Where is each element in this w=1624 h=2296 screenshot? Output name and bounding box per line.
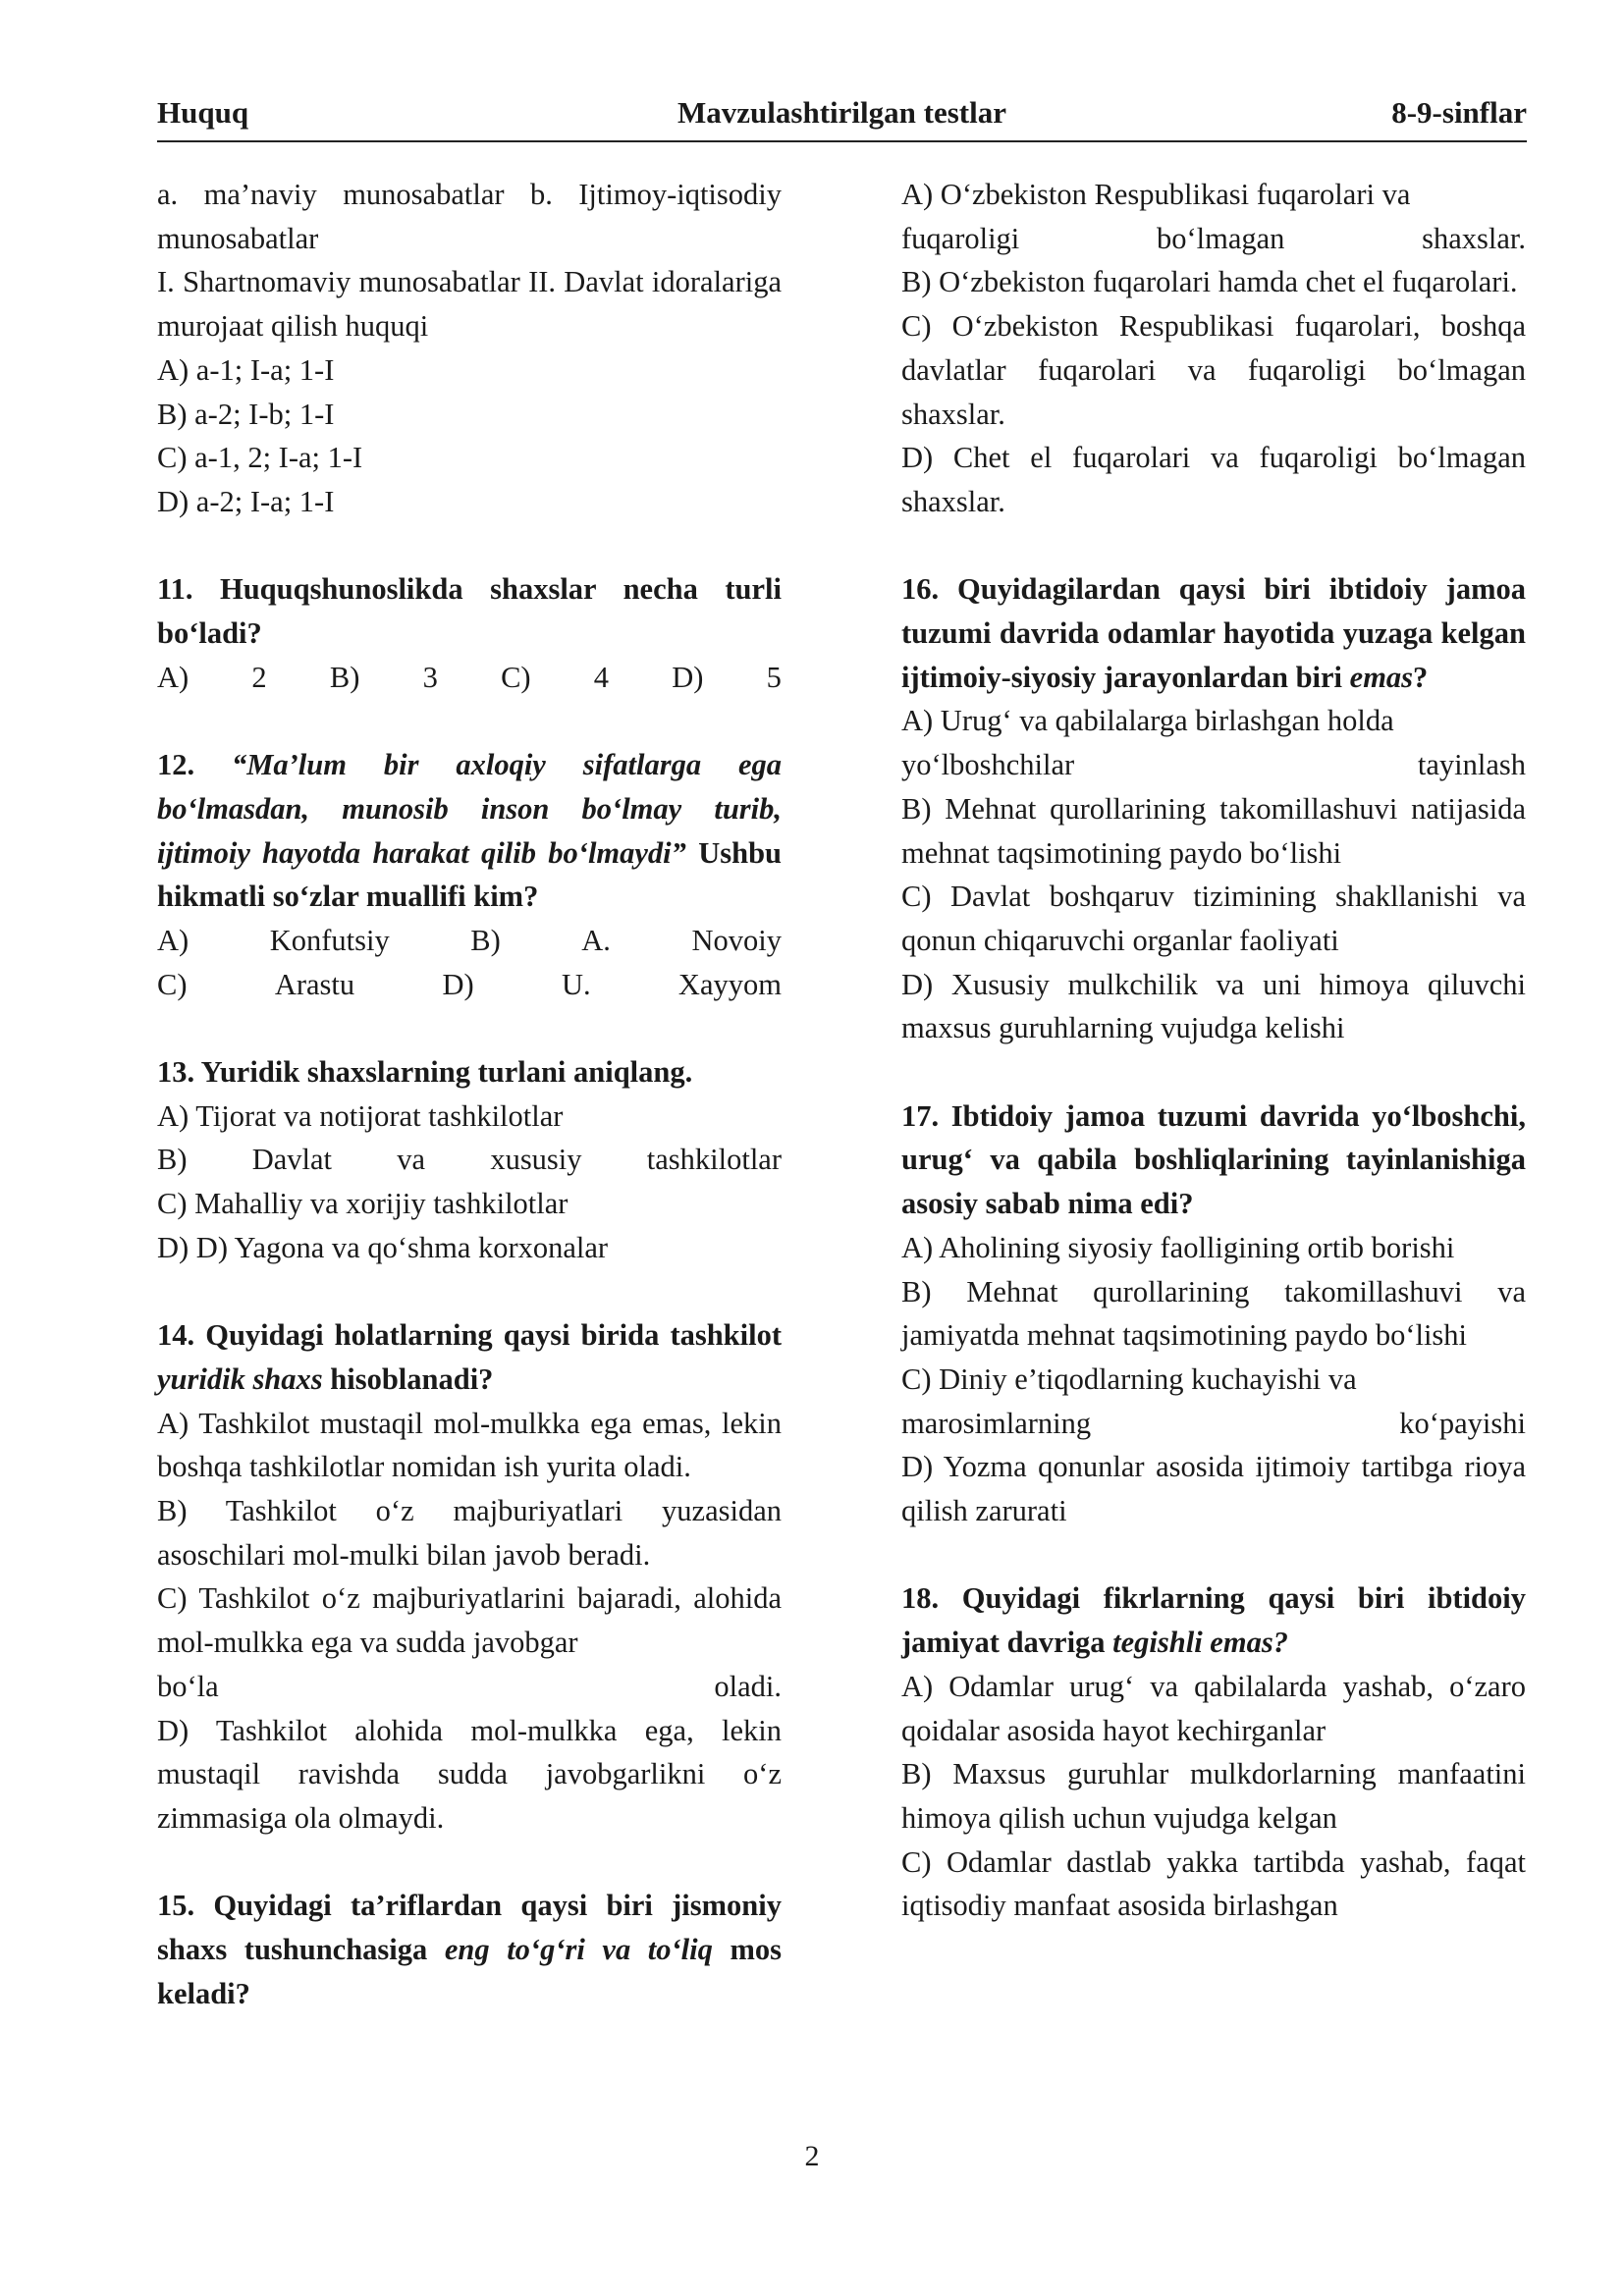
q15-q-end: mos keladi? xyxy=(157,1933,783,2010)
q11-opt-value: 5 xyxy=(766,660,782,694)
q11-opt-value: 2 xyxy=(251,660,267,694)
q16-option-a: A) Urug‘ va qabilalarga birlashgan holda xyxy=(901,704,1394,738)
header-title: Mavzulashtirilgan testlar xyxy=(677,95,1006,130)
q11-opt-value: 4 xyxy=(593,660,610,694)
q11-question: 11. Huquqshunoslikda shaxslar necha turli bo‘ladi? xyxy=(157,572,782,651)
q18-option-a: A) Odamlar urug‘ va qabilalarda yashab, o‘zaro qoidalar asosida hayot kechirganlar xyxy=(901,1669,1526,1747)
q14-c-tail-right: oladi. xyxy=(714,1669,782,1703)
q13-option-a: A) Tijorat va notijorat tashkilotlar xyxy=(157,1098,564,1133)
q11-opt-label: A) xyxy=(157,660,189,694)
q15-a-word: fuqaroligi xyxy=(901,221,1020,255)
q18-option-c: C) Odamlar dastlab yakka tartibda yashab, faqat iqtisodiy manfaat asosida birlashgan xyxy=(901,1844,1526,1923)
q12-prompt: Ushbu hikmatli so‘zlar muallifi kim? xyxy=(157,835,783,914)
q15-option-b: B) O‘zbekiston fuqarolari hamda chet el fuqarolari. xyxy=(901,265,1518,299)
left-column xyxy=(157,173,782,2015)
q16-option-a-tail xyxy=(901,743,1526,787)
q17-option-a: A) Aholining siyosiy faolligining ortib borishi xyxy=(901,1230,1455,1264)
q14-q-end: hisoblanadi? xyxy=(322,1362,494,1396)
q10-line1: a. ma’naviy munosabatlar b. Ijtimoy-iqtisodiy munosabatlar xyxy=(157,178,782,255)
q15-option-d: D) Chet el fuqarolari va fuqaroligi bo‘lmagan shaxslar. xyxy=(901,441,1526,518)
q16-option-c: C) Davlat boshqaruv tizimining shakllanishi va qonun chiqaruvchi organlar faoliyati xyxy=(901,880,1526,957)
q14-c-tail-left: bo‘la xyxy=(157,1669,219,1703)
q17-option-c-tail xyxy=(901,1402,1526,1446)
q13-b-word: tashkilotlar xyxy=(646,1143,782,1177)
q15-question xyxy=(157,1884,782,2015)
q16-question xyxy=(901,567,1526,699)
q16-q-end: ? xyxy=(1413,660,1429,694)
q11-opt-label: C) xyxy=(501,660,531,694)
q12-options-row2 xyxy=(157,963,782,1007)
q17-option-c: C) Diniy e’tiqodlarning kuchayishi va xyxy=(901,1362,1357,1396)
q10-option-a: A) a-1; I-a; 1-I xyxy=(157,352,335,387)
q17-c-word: marosimlarning xyxy=(901,1406,1092,1440)
q17-option-b: B) Mehnat qurollarining takomillashuvi va jamiyatda mehnat taqsimotining paydo bo‘lishi xyxy=(901,1274,1526,1353)
q12-opt: Xayyom xyxy=(677,967,782,1001)
q17-c-word: ko‘payishi xyxy=(1399,1406,1526,1440)
q11-options xyxy=(157,656,782,700)
header-grade: 8-9-sinflar xyxy=(1391,95,1527,130)
q12-opt: B) xyxy=(470,923,501,957)
q12-options-row1 xyxy=(157,919,782,963)
q12-opt: C) xyxy=(157,967,188,1001)
q16-a-word: yo‘lboshchilar xyxy=(901,748,1075,782)
q15-option-a: A) O‘zbekiston Respublikasi fuqarolari va xyxy=(901,178,1411,211)
q17-question: 17. Ibtidoiy jamoa tuzumi davrida yo‘lboshchi, urug‘ va qabila boshliqlarining tayinlanishiga asosiy sabab nima edi? xyxy=(901,1098,1526,1221)
q13-b-word: va xyxy=(397,1143,426,1177)
q14-question xyxy=(157,1313,782,1401)
q16-q-main: 16. Quyidagilardan qaysi biri ibtidoiy jamoa tuzumi davrida odamlar hayotida yuzaga kelgan ijtimoiy-siyosiy jarayonlardan biri xyxy=(901,572,1526,694)
q10-option-c: C) a-1, 2; I-a; 1-I xyxy=(157,441,363,475)
page-header xyxy=(157,93,1527,142)
q16-option-b: B) Mehnat qurollarining takomillashuvi natijasida mehnat taqsimotining paydo bo‘lishi xyxy=(901,791,1526,870)
q17-option-d: D) Yozma qonunlar asosida ijtimoiy tartibga rioya qilish zarurati xyxy=(901,1450,1526,1528)
q15-option-c: C) O‘zbekiston Respublikasi fuqarolari, boshqa davlatlar fuqarolari va fuqaroligi bo‘lmagan shaxslar. xyxy=(901,309,1526,431)
q13-question: 13. Yuridik shaxslarning turlani aniqlang. xyxy=(157,1055,693,1090)
q18-q-start: 18. Quyidagi fikrlarning qaysi biri ibtidoiy jamiyat davriga xyxy=(901,1581,1526,1660)
right-column xyxy=(901,173,1526,1928)
page-number: 2 xyxy=(804,2140,820,2172)
q12-opt: A. xyxy=(581,923,611,957)
q11-opt-label: D) xyxy=(672,660,704,694)
q16-a-word: tayinlash xyxy=(1417,748,1526,782)
q14-option-d: D) Tashkilot alohida mol-mulkka ega, lekin mustaqil ravishda sudda javobgarlikni o‘z zimmasiga ola olmaydi. xyxy=(157,1713,782,1835)
q18-question xyxy=(901,1576,1526,1664)
q12-quote: “Ma’lum bir axloqiy sifatlarga ega bo‘lmasdan, munosib inson bo‘lmay turib, ijtimoiy hayotda harakat qilib bo‘lmaydi” xyxy=(157,748,783,870)
q14-q-start: 14. Quyidagi holatlarning qaysi birida tashkilot xyxy=(157,1318,782,1353)
q13-option-d: D) D) Yagona va qo‘shma korxonalar xyxy=(157,1230,609,1264)
q14-option-c: C) Tashkilot o‘z majburiyatlarini bajaradi, alohida mol-mulkka ega va sudda javobgar xyxy=(157,1581,782,1660)
q12-opt: A) xyxy=(157,923,189,957)
q12-opt: Konfutsiy xyxy=(269,923,390,957)
q13-option-c: C) Mahalliy va xorijiy tashkilotlar xyxy=(157,1187,568,1221)
q16-option-d: D) Xususiy mulkchilik va uni himoya qiluvchi maxsus guruhlarning vujudga kelishi xyxy=(901,967,1526,1045)
q14-option-b: B) Tashkilot o‘z majburiyatlari yuzasidan asoschilari mol-mulki bilan javob beradi. xyxy=(157,1494,782,1572)
q11-opt-label: B) xyxy=(329,660,360,694)
q18-option-b: B) Maxsus guruhlar mulkdorlarning manfaatini himoya qilish uchun vujudga kelgan xyxy=(901,1757,1526,1835)
q18-q-italic: tegishli emas? xyxy=(1112,1626,1288,1660)
q12-opt: U. xyxy=(561,967,591,1001)
q13-b-word: xususiy xyxy=(490,1143,582,1177)
header-subject: Huquq xyxy=(157,95,249,130)
q12-question xyxy=(157,743,782,919)
q15-a-word: shaxslar. xyxy=(1422,221,1526,255)
q14-q-italic: yuridik shaxs xyxy=(157,1362,323,1396)
q15-q-start: 15. Quyidagi ta’riflardan qaysi biri jismoniy shaxs tushunchasiga xyxy=(157,1889,782,1967)
q13-option-b xyxy=(157,1138,782,1182)
q16-q-italic: emas xyxy=(1349,660,1414,694)
q14-option-c-tail xyxy=(157,1665,782,1709)
q11-opt-value: 3 xyxy=(422,660,438,694)
q10-line2: I. Shartnomaviy munosabatlar II. Davlat idoralariga murojaat qilish huquqi xyxy=(157,265,782,344)
q12-number: 12. xyxy=(157,748,195,782)
q13-b-word: B) xyxy=(157,1143,188,1177)
q12-opt: Arastu xyxy=(274,967,355,1001)
q12-opt: Novoiy xyxy=(691,923,782,957)
q15-q-italic: eng to‘g‘ri va to‘liq xyxy=(444,1933,713,1967)
q10-option-b: B) a-2; I-b; 1-I xyxy=(157,397,335,431)
q12-opt: D) xyxy=(442,967,474,1001)
q10-option-d: D) a-2; I-a; 1-I xyxy=(157,484,335,518)
q15-a-word: bo‘lmagan xyxy=(1156,221,1285,255)
q14-option-a: A) Tashkilot mustaqil mol-mulkka ega emas, lekin boshqa tashkilotlar nomidan ish yurita oladi. xyxy=(157,1406,782,1484)
q15-option-a-tail xyxy=(901,217,1526,261)
q13-b-word: Davlat xyxy=(251,1143,333,1177)
